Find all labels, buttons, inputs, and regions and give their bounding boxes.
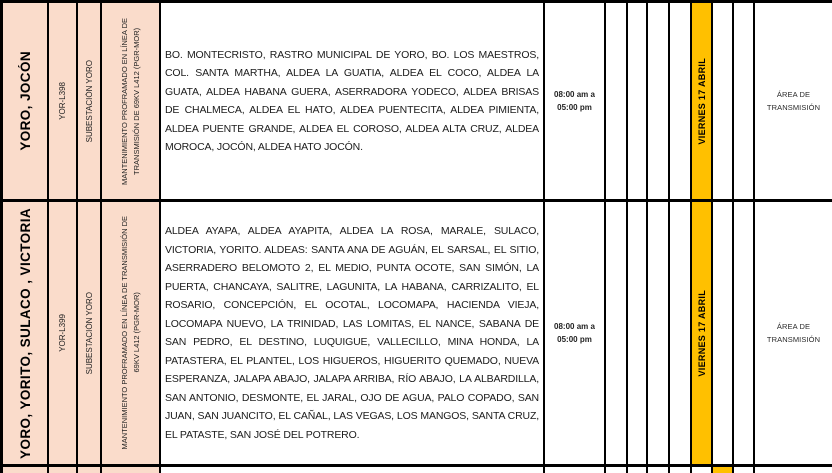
day-cell xyxy=(606,202,626,464)
day-cell xyxy=(606,467,626,473)
highlighted-day-cell xyxy=(692,202,711,464)
line-code-cell xyxy=(49,3,76,199)
day-cell xyxy=(648,3,668,199)
day-cell xyxy=(628,202,646,464)
day-cell xyxy=(734,202,753,464)
substation-cell xyxy=(78,467,100,473)
line-code-label: YOR-L398 xyxy=(58,82,67,120)
maintenance-label xyxy=(119,18,143,185)
day-cell xyxy=(713,202,732,464)
maintenance-line-1: MANTENIMIENTO PROFRAMADO EN LÍNEA DE TRANSMISIÓN DE xyxy=(119,216,129,450)
day-cell xyxy=(628,3,646,199)
responsible-area-cell xyxy=(755,467,832,473)
affected-areas-text: ALDEA AYAPA, ALDEA AYAPITA, ALDEA LA ROSA, MARALE, SULACO, VICTORIA, YORITO. ALDEAS: SANTA ANA DE AGUÁN, EL SARSAL, EL SITIO, ASERRADERO BELOMOTO 2, EL MEDIO, PUNTA OCOTE, SAN SIMÓN, LA PUERTA, CHANCAYA, SALITRE, LAGUNITA, LA HABANA, CARRIZALITO, EL ROSARIO, CONCEPCIÓN, EL OCOTAL, LOCOMAPA, HACIENDA VIEJA, LOCOMAPA NUEVO, LA TRINIDAD, LAS LOMITAS, EL NANCE, SABANA DE SAN PEDRO, EL DESTINO, LUQUIGUE, VALLECILLO, MINA HONDA, LA PATASTERA, EL PLANTEL, LOS HIGUEROS, HIGUERITO QUEMADO, NUEVA ESPERANZA, JALAPA ABAJO, JALAPA ARRIBA, RÍO ABAJO, LA ALBARDILLA, SAN ANTONIO, DESMONTE, EL JARAL, OJO DE AGUA, PALO COPADO, SAN JUAN, SAN JUANCITO, EL CAÑAL, LAS VEGAS, LOS MANGOS, SANTA CRUZ, EL PATASTE, SAN JOSÉ DEL POTRERO. xyxy=(165,225,539,441)
schedule-label xyxy=(554,320,595,346)
substation-label: SUBESTACIÓN YORO xyxy=(84,291,94,375)
line-code-cell xyxy=(49,202,76,464)
schedule-line-1: 08:00 am a xyxy=(554,90,595,99)
schedule-line-2: 05:00 pm xyxy=(557,335,592,344)
day-cell xyxy=(628,467,646,473)
responsible-area-label xyxy=(767,88,820,114)
day-cell xyxy=(606,3,626,199)
schedule-cell xyxy=(545,3,604,199)
schedule-line-2: 05:00 pm xyxy=(557,103,592,112)
region-label: YORO, JOCÓN xyxy=(17,51,33,151)
responsible-line-1: ÁREA DE xyxy=(776,90,811,99)
highlighted-day-label: VIERNES 17 ABRIL xyxy=(696,57,707,145)
responsible-line-2: TRANSMISIÓN xyxy=(766,335,821,344)
line-code-label: YOR-L399 xyxy=(58,314,67,352)
region-cell xyxy=(3,202,47,464)
responsible-line-1: ÁREA DE xyxy=(776,322,811,331)
day-cell xyxy=(713,3,732,199)
affected-areas-cell xyxy=(161,467,543,473)
maintenance-cell xyxy=(102,467,159,473)
responsible-area-cell xyxy=(755,3,832,199)
substation-cell xyxy=(78,202,100,464)
day-cell xyxy=(670,467,690,473)
day-cell xyxy=(648,467,668,473)
affected-areas-cell xyxy=(161,3,543,199)
responsible-area-label xyxy=(767,320,820,346)
schedule-label xyxy=(554,88,595,114)
line-code-cell xyxy=(49,467,76,473)
region-label: YORO, YORITO, SULACO , VICTORIA xyxy=(17,207,33,459)
responsible-area-cell xyxy=(755,202,832,464)
maintenance-label xyxy=(119,216,143,450)
highlighted-day-label: VIERNES 17 ABRIL xyxy=(696,289,707,377)
affected-areas-text: BO. MONTECRISTO, RASTRO MUNICIPAL DE YORO, BO. LOS MAESTROS, COL. SANTA MARTHA, ALDEA LA GUATIA, ALDEA EL COCO, ALDEA LA GUATA, ALDEA HABANA GUERA, ASERRADORA YODECO, ALDEA BRISAS DE CHALMECA, ALDEA EL HATO, ALDEA PUENTECITA, ALDEA PIMIENTA, ALDEA PUENTE GRANDE, ALDEA EL COROSO, ALDEA ALTA CRUZ, ALDEA MOROCA, JOCÓN, ALDEA HATO JOCÓN. xyxy=(165,48,539,153)
substation-label: SUBESTACIÓN YORO xyxy=(84,59,94,143)
schedule-cell xyxy=(545,467,604,473)
day-cell xyxy=(648,202,668,464)
maintenance-line-1: MANTENIMIENTO PROFRAMADO EN LÍNEA DE xyxy=(119,17,129,185)
day-cell xyxy=(734,467,753,473)
maintenance-line-2: TRANSMISIÓN DE 69KV L412 (PGR-MOR) xyxy=(131,27,141,175)
maintenance-line-2: 69KV L412 (PGR-MOR) xyxy=(131,292,141,374)
day-cell xyxy=(670,202,690,464)
highlighted-day-cell xyxy=(713,467,732,473)
schedule-cell xyxy=(545,202,604,464)
substation-cell xyxy=(78,3,100,199)
maintenance-cell xyxy=(102,202,159,464)
day-cell xyxy=(734,3,753,199)
maintenance-cell xyxy=(102,3,159,199)
day-cell xyxy=(670,3,690,199)
region-cell xyxy=(3,467,47,473)
affected-areas-cell xyxy=(161,202,543,464)
day-cell xyxy=(692,467,711,473)
region-cell xyxy=(3,3,47,199)
schedule-line-1: 08:00 am a xyxy=(554,322,595,331)
highlighted-day-cell xyxy=(692,3,711,199)
responsible-line-2: TRANSMISIÓN xyxy=(766,103,821,112)
